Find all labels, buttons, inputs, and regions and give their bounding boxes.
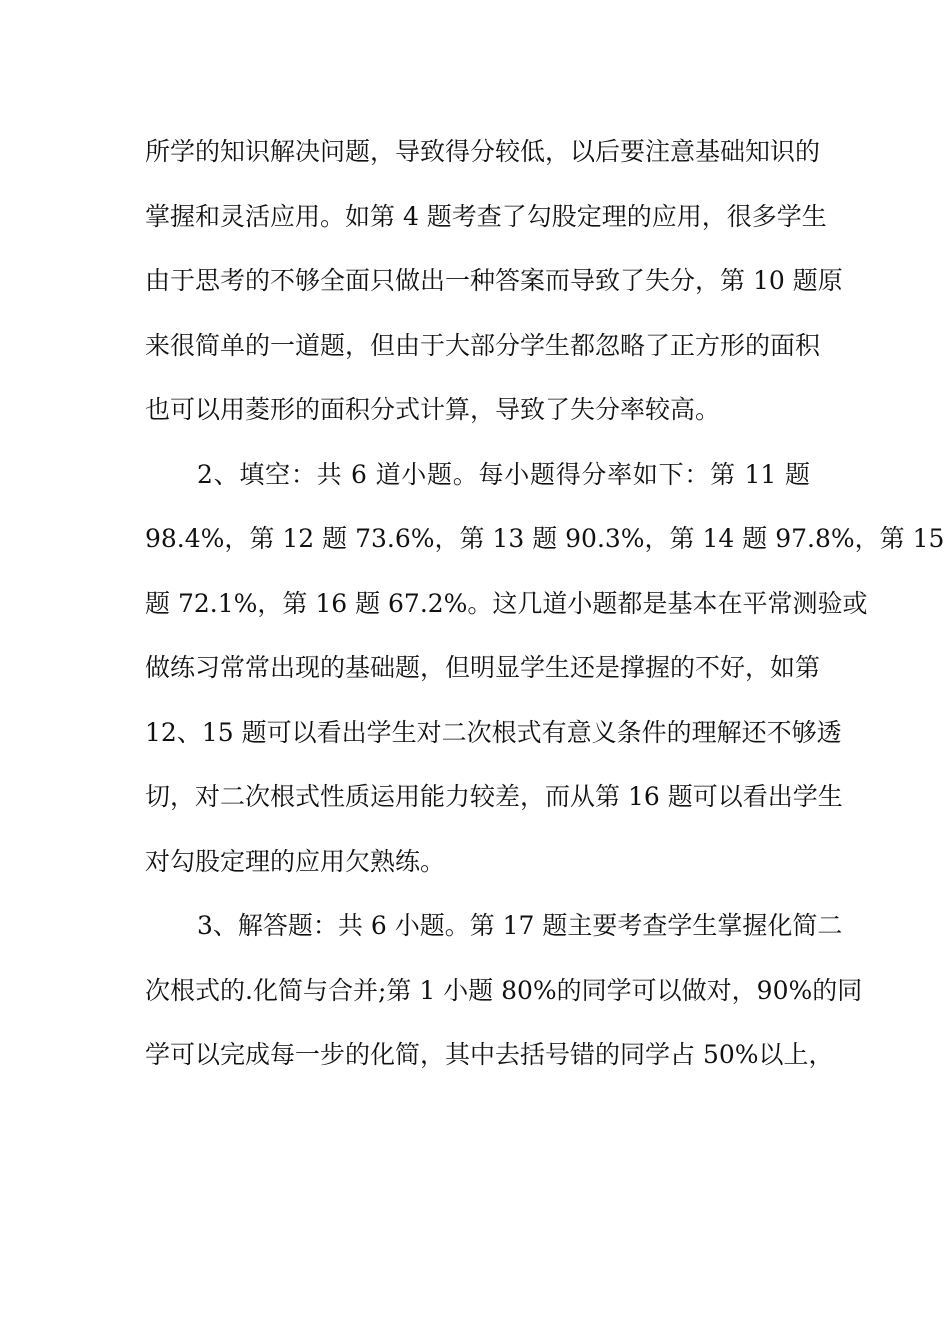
text-line: 也可以用菱形的面积分式计算，导致了失分率较高。 [145, 395, 721, 424]
text-line: 12、15 题可以看出学生对二次根式有意义条件的理解还不够透 [145, 717, 842, 747]
text-line: 学可以完成每一步的化简，其中去括号错的同学占 50%以上， [145, 1040, 834, 1069]
body-text [145, 126, 945, 1094]
text-line: 次根式的.化简与合并;第 1 小题 80%的同学可以做对，90%的同 [145, 975, 863, 1005]
text-line: 3、解答题：共 6 小题。第 17 题主要考查学生掌握化简二 [197, 911, 843, 940]
text-line: 掌握和灵活应用。如第 4 题考查了勾股定理的应用，很多学生 [145, 201, 827, 231]
text-line: 由于思考的不够全面只做出一种答案而导致了失分，第 10 题原 [145, 266, 843, 295]
text-line: 98.4%，第 12 题 73.6%，第 13 题 90.3%，第 14 题 97.8%，第 15 [145, 524, 945, 553]
text-line: 切，对二次根式性质运用能力较差，而从第 16 题可以看出学生 [145, 782, 843, 811]
text-line: 做练习常常出现的基础题，但明显学生还是撑握的不好，如第 [145, 653, 821, 682]
text-line: 所学的知识解决问题，导致得分较低，以后要注意基础知识的 [145, 137, 821, 166]
text-line: 2、填空：共 6 道小题。每小题得分率如下：第 11 题 [197, 459, 810, 489]
text-line: 题 72.1%，第 16 题 67.2%。这几道小题都是基本在平常测验或 [145, 588, 868, 618]
text-line: 来很简单的一道题，但由于大部分学生都忽略了正方形的面积 [145, 330, 821, 360]
text-line: 对勾股定理的应用欠熟练。 [145, 846, 446, 876]
